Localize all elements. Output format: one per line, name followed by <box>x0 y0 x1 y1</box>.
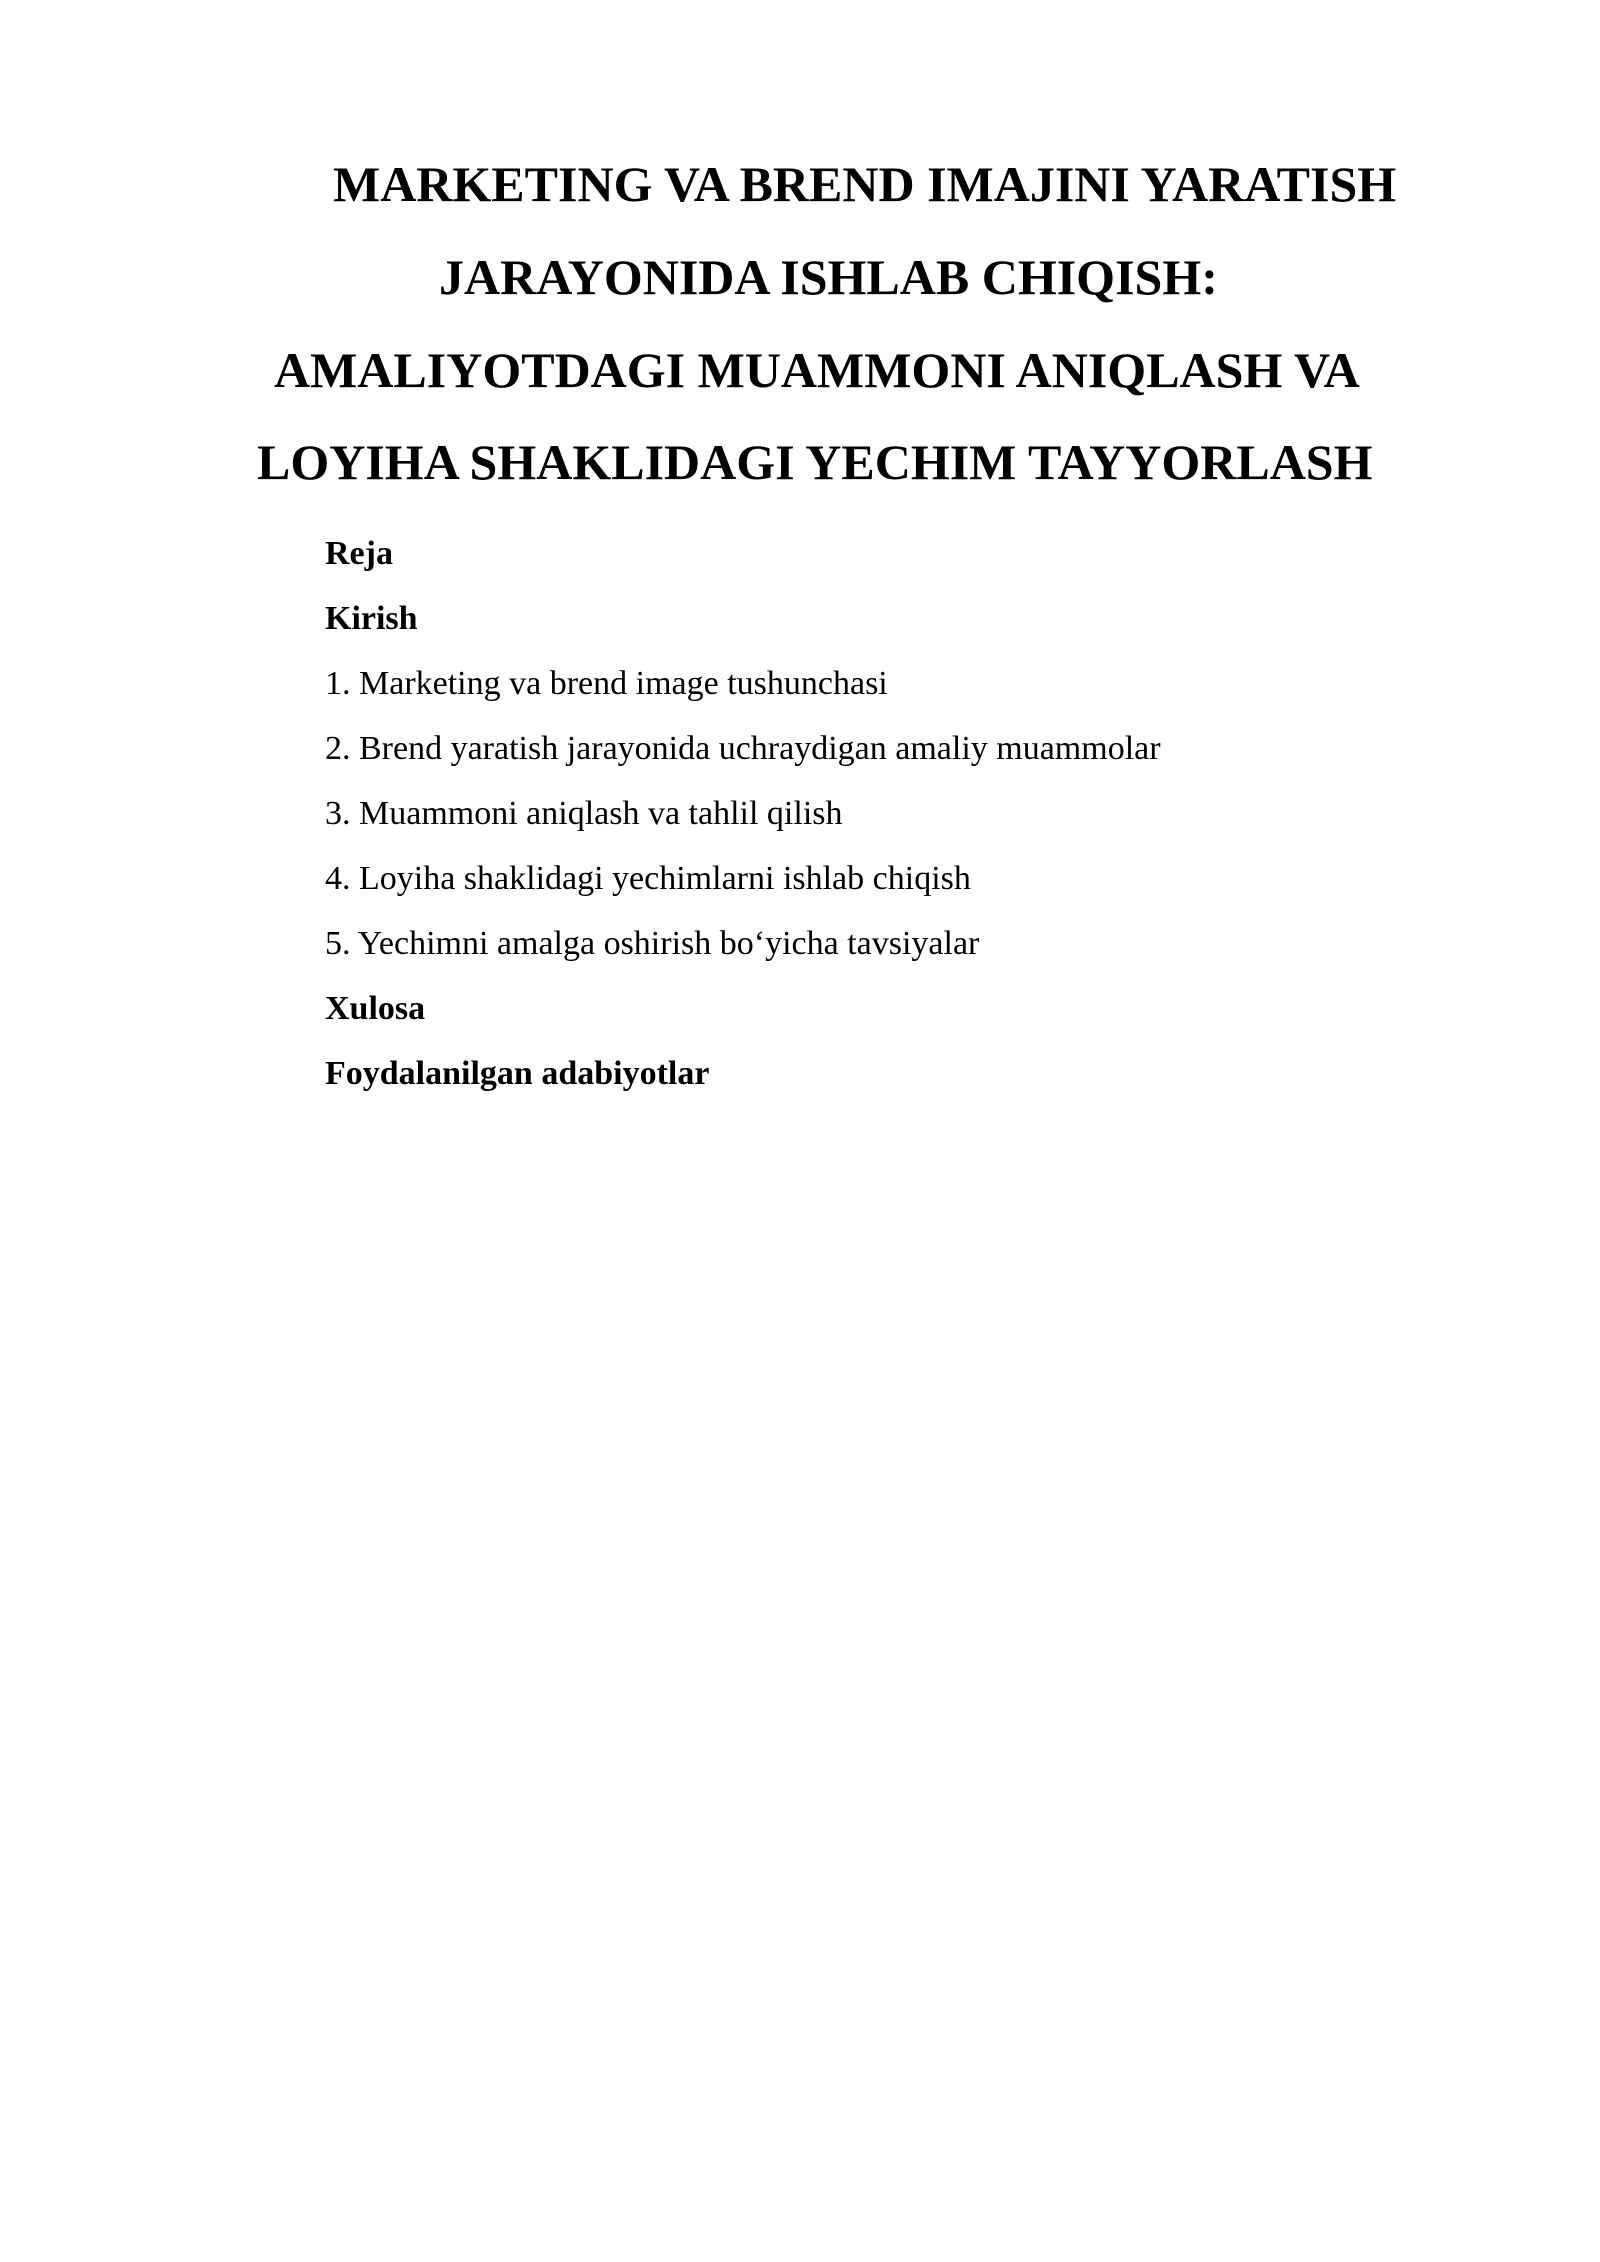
plan-item-2: 2. Brend yaratish jarayonida uchraydigan amaliy muammolar <box>325 730 1161 767</box>
plan-outline <box>325 521 1161 1106</box>
plan-references: Foydalanilgan adabiyotlar <box>325 1055 710 1092</box>
plan-intro: Kirish <box>325 600 418 637</box>
plan-item-3: 3. Muammoni aniqlash va tahlil qilish <box>325 795 843 832</box>
plan-heading: Reja <box>325 535 393 572</box>
title-line-3: AMALIYOTDAGI MUAMMONI ANIQLASH VA <box>274 342 1360 398</box>
title-line-4: LOYIHA SHAKLIDAGI YECHIM TAYYORLASH <box>257 434 1373 490</box>
plan-item-5: 5. Yechimni amalga oshirish bo‘yicha tavsiyalar <box>325 925 980 962</box>
title-line-1: MARKETING VA BREND IMAJINI YARATISH <box>333 156 1397 212</box>
plan-item-1: 1. Marketing va brend image tushunchasi <box>325 665 888 702</box>
plan-conclusion: Xulosa <box>325 990 426 1027</box>
title-line-2: JARAYONIDA ISHLAB CHIQISH: <box>439 249 1218 305</box>
plan-item-4: 4. Loyiha shaklidagi yechimlarni ishlab chiqish <box>325 860 971 897</box>
